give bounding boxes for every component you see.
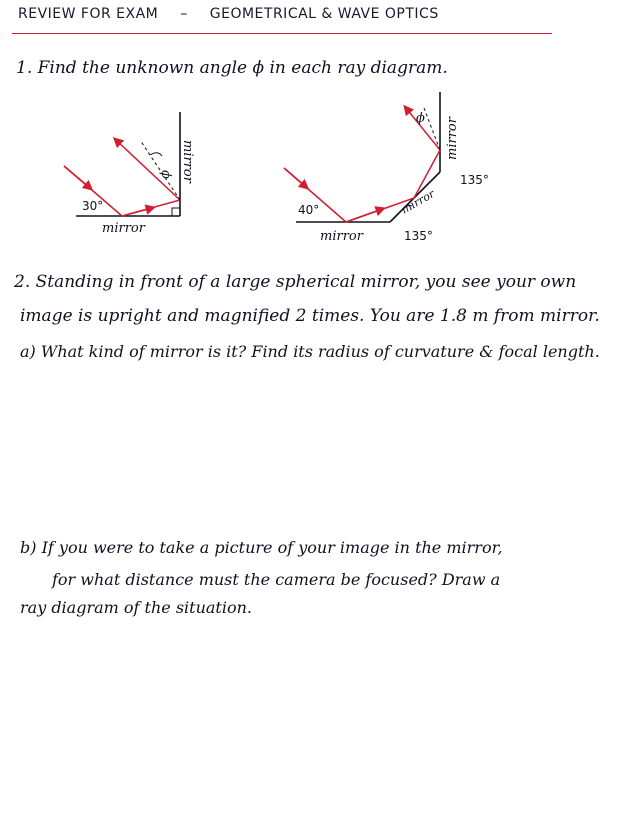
question-2-line-2: image is upright and magnified 2 times. You are 1.8 m from mirror. bbox=[20, 306, 600, 326]
question-2b-line-3: ray diagram of the situation. bbox=[20, 598, 252, 617]
diagram1-ray-arrow bbox=[64, 166, 90, 188]
diagram2-mirror-bottom-label: mirror bbox=[320, 229, 363, 244]
diagram1-phi-label: ϕ bbox=[158, 170, 173, 179]
question-2a: a) What kind of mirror is it? Find its radius of curvature & focal length. bbox=[20, 342, 600, 361]
diagram2-mirror-slant-label: mirror bbox=[399, 187, 437, 217]
diagram2-angle-label: 40° bbox=[298, 203, 320, 217]
diagram1-angle-label: 30° bbox=[82, 199, 104, 213]
diagram2-mirror-vertical-label: mirror bbox=[445, 117, 460, 160]
header-separator: – bbox=[180, 6, 188, 22]
diagram1-mirror-vertical-label: mirror bbox=[180, 140, 195, 183]
header-subject: GEOMETRICAL & WAVE OPTICS bbox=[209, 6, 439, 22]
diagram1-right-angle bbox=[172, 208, 180, 216]
question-1-prompt: 1. Find the unknown angle ϕ in each ray diagram. bbox=[16, 58, 448, 78]
header-title: REVIEW FOR EXAM bbox=[18, 6, 159, 22]
diagram-1 bbox=[64, 112, 195, 236]
diagram2-incident-arrow bbox=[284, 168, 306, 187]
diagram2-135-upper: 135° bbox=[460, 173, 489, 187]
question-2-line-1: 2. Standing in front of a large spherical mirror, you see your own bbox=[14, 272, 577, 292]
question-2b-line-2: for what distance must the camera be focused? Draw a bbox=[52, 570, 501, 589]
diagram1-mirror-bottom-label: mirror bbox=[102, 221, 145, 236]
diagram2-phi-label: ϕ bbox=[416, 111, 425, 126]
diagram-2 bbox=[284, 92, 489, 244]
diagram1-reflected-arrow bbox=[122, 208, 152, 216]
question-2b-line-1: b) If you were to take a picture of your image in the mirror, bbox=[20, 538, 503, 557]
diagram2-normal-dashed bbox=[424, 108, 440, 150]
diagram2-135-lower: 135° bbox=[404, 229, 433, 243]
diagram2-reflect-1-arrow bbox=[346, 209, 382, 222]
diagram1-phi-arc bbox=[150, 153, 162, 156]
